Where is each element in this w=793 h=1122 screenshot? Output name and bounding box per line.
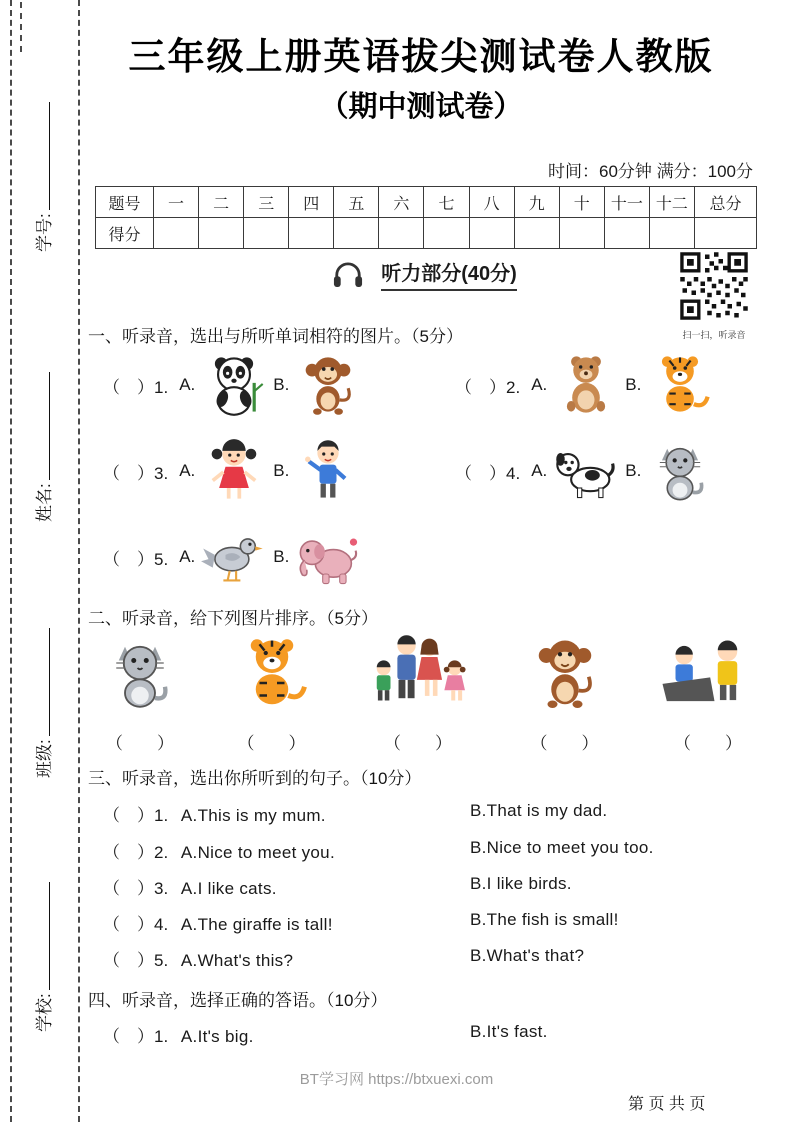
girl-image: [200, 434, 268, 508]
family-image: [363, 630, 473, 716]
sentence-option-b: B.I like birds.: [470, 874, 572, 893]
section4-item-1: [103, 1022, 761, 1048]
page-title: 三年级上册英语拔尖测试卷人教版: [128, 36, 714, 77]
section3-item-3: [103, 874, 761, 900]
score-header-cell: 二: [199, 187, 244, 218]
section1-heading: 一、听录音，选出与所听单词相符的图片。（5分）: [88, 327, 463, 346]
section1-row-2: [103, 434, 761, 508]
score-header-cell: 一: [154, 187, 199, 218]
section3-item-5: [103, 946, 761, 972]
sidebar-field-school: [30, 882, 55, 1032]
question-prefix: （ ）2.: [103, 843, 169, 862]
seal-line-corner: [20, 2, 22, 52]
section2-heading: 二、听录音，给下列图片排序。（5分）: [88, 609, 378, 628]
sentence-option-b: B.The fish is small!: [470, 910, 619, 929]
sentence-option-b: B.Nice to meet you too.: [470, 838, 654, 857]
score-header-cell: 三: [244, 187, 289, 218]
bear-image: [552, 348, 620, 422]
option-a-label: A.: [179, 461, 196, 480]
option-b-label: B.: [273, 375, 290, 394]
score-header-cell: 九: [514, 187, 559, 218]
score-header-cell: 十: [559, 187, 604, 218]
score-input-cell: [199, 218, 244, 249]
answer-option-a: A.It's big.: [180, 1027, 254, 1046]
question-prefix: （ ）4.: [455, 463, 521, 483]
question-prefix: （ ）1.: [103, 1027, 169, 1046]
monkey-image: [525, 630, 605, 716]
score-input-cell: [559, 218, 604, 249]
question-prefix: （ ）5.: [103, 549, 169, 569]
section1-question-4: [455, 434, 761, 508]
score-input-cell: [469, 218, 514, 249]
panda-image: [200, 348, 268, 422]
score-header-cell: 十二: [649, 187, 694, 218]
section2-item-family: [363, 630, 473, 754]
section1-question-3: [103, 434, 455, 508]
score-input-cell: [514, 218, 559, 249]
option-a-label: A.: [531, 375, 548, 394]
score-row-label: 得分: [96, 218, 154, 249]
page-subtitle: （期中测试卷）: [319, 91, 523, 123]
section3-item-4: [103, 910, 761, 936]
class-label: 班级:: [35, 739, 54, 778]
sequence-blank: （ ）: [106, 734, 174, 753]
score-input-cell: [695, 218, 757, 249]
score-input-cell: [334, 218, 379, 249]
seal-line-outer: [10, 0, 12, 1122]
sentence-option-b: B.What's that?: [470, 946, 585, 965]
question-prefix: （ ）3.: [103, 879, 169, 898]
score-header-cell: 八: [469, 187, 514, 218]
score-input-cell: [604, 218, 649, 249]
score-input-cell: [154, 218, 199, 249]
section4-heading: 四、听录音，选择正确的答语。（10分）: [88, 991, 388, 1010]
sequence-blank: （ ）: [674, 734, 742, 753]
score-header-cell: 六: [379, 187, 424, 218]
section3-item-1: [103, 801, 761, 827]
score-header-cell: 题号: [96, 187, 154, 218]
answer-option-b: B.It's fast.: [470, 1022, 548, 1041]
school-label: 学校:: [35, 993, 54, 1032]
boy-image: [294, 434, 362, 508]
exam-info: 时间：60分钟 满分：100分: [548, 162, 753, 181]
sequence-blank: （ ）: [530, 734, 599, 753]
qr-caption: 扫一扫，听录音: [682, 330, 746, 340]
score-table: [95, 186, 757, 249]
sidebar-field-class: [30, 628, 55, 778]
score-header-cell: 五: [334, 187, 379, 218]
score-input-cell: [244, 218, 289, 249]
question-prefix: （ ）1.: [103, 806, 169, 825]
sentence-option-a: A.What's this?: [180, 951, 294, 970]
question-prefix: （ ）4.: [103, 915, 169, 934]
section3-item-2: [103, 838, 761, 864]
option-b-label: B.: [625, 375, 642, 394]
sentence-option-a: A.Nice to meet you.: [180, 843, 335, 862]
qr-code: [678, 250, 750, 322]
tiger-image: [232, 630, 312, 716]
score-header-cell: 四: [289, 187, 334, 218]
score-table-score-row: [96, 218, 757, 249]
sentence-option-a: A.The giraffe is tall!: [180, 915, 333, 934]
section2-item-talking-kids: [656, 630, 760, 754]
score-input-cell: [289, 218, 334, 249]
sequence-blank: （ ）: [384, 734, 452, 753]
option-a-label: A.: [531, 461, 548, 480]
class-blank: [45, 628, 50, 736]
section1-question-5: [103, 520, 455, 594]
seal-line-inner: [78, 0, 80, 1122]
option-b-label: B.: [273, 547, 290, 566]
section1-row-3: [103, 520, 761, 594]
score-table-header-row: [96, 187, 757, 218]
question-prefix: （ ）1.: [103, 377, 169, 397]
question-prefix: （ ）5.: [103, 951, 169, 970]
talking-kids-image: [656, 630, 760, 716]
student-id-blank: [45, 102, 50, 210]
listening-section-header: [85, 256, 757, 292]
section1-row-1: [103, 348, 761, 422]
score-header-cell: 十一: [604, 187, 649, 218]
score-header-cell: 七: [424, 187, 469, 218]
section3-heading: 三、听录音，选出你所听到的句子。（10分）: [88, 769, 422, 788]
option-a-label: A.: [179, 375, 196, 394]
headphones-icon: [325, 256, 371, 292]
name-label: 姓名:: [35, 483, 54, 522]
score-input-cell: [424, 218, 469, 249]
option-b-label: B.: [625, 461, 642, 480]
student-id-label: 学号:: [35, 213, 54, 252]
sidebar-field-name: [30, 372, 55, 522]
sentence-option-a: A.I like cats.: [180, 879, 277, 898]
sentence-option-b: B.That is my dad.: [470, 801, 608, 820]
score-input-cell: [379, 218, 424, 249]
section2-item-monkey: [525, 630, 605, 754]
cat-image: [100, 630, 180, 716]
section2-item-tiger: [232, 630, 312, 754]
option-a-label: A.: [179, 547, 196, 566]
school-blank: [45, 882, 50, 990]
elephant-image: [294, 520, 362, 594]
question-prefix: （ ）2.: [455, 377, 521, 397]
footer-site-text: BT学习网 https://btxuexi.com: [299, 1071, 494, 1088]
monkey-image: [294, 348, 362, 422]
footer-page-number: 第 页 共 页: [628, 1096, 706, 1113]
option-b-label: B.: [273, 461, 290, 480]
name-blank: [45, 372, 50, 480]
section1-question-1: [103, 348, 455, 422]
listening-section-title: 听力部分(40分): [381, 257, 517, 291]
question-prefix: （ ）3.: [103, 463, 169, 483]
dog-image: [552, 434, 620, 508]
section2-item-cat: [100, 630, 180, 754]
section2-images-row: [100, 630, 760, 754]
sidebar-field-student-id: [30, 102, 55, 252]
pigeon-image: [200, 520, 268, 594]
score-input-cell: [649, 218, 694, 249]
tiger-image: [646, 348, 714, 422]
sentence-option-a: A.This is my mum.: [180, 806, 326, 825]
section1-question-2: [455, 348, 761, 422]
score-header-cell: 总分: [695, 187, 757, 218]
sequence-blank: （ ）: [237, 734, 306, 753]
cat-image: [646, 434, 714, 508]
